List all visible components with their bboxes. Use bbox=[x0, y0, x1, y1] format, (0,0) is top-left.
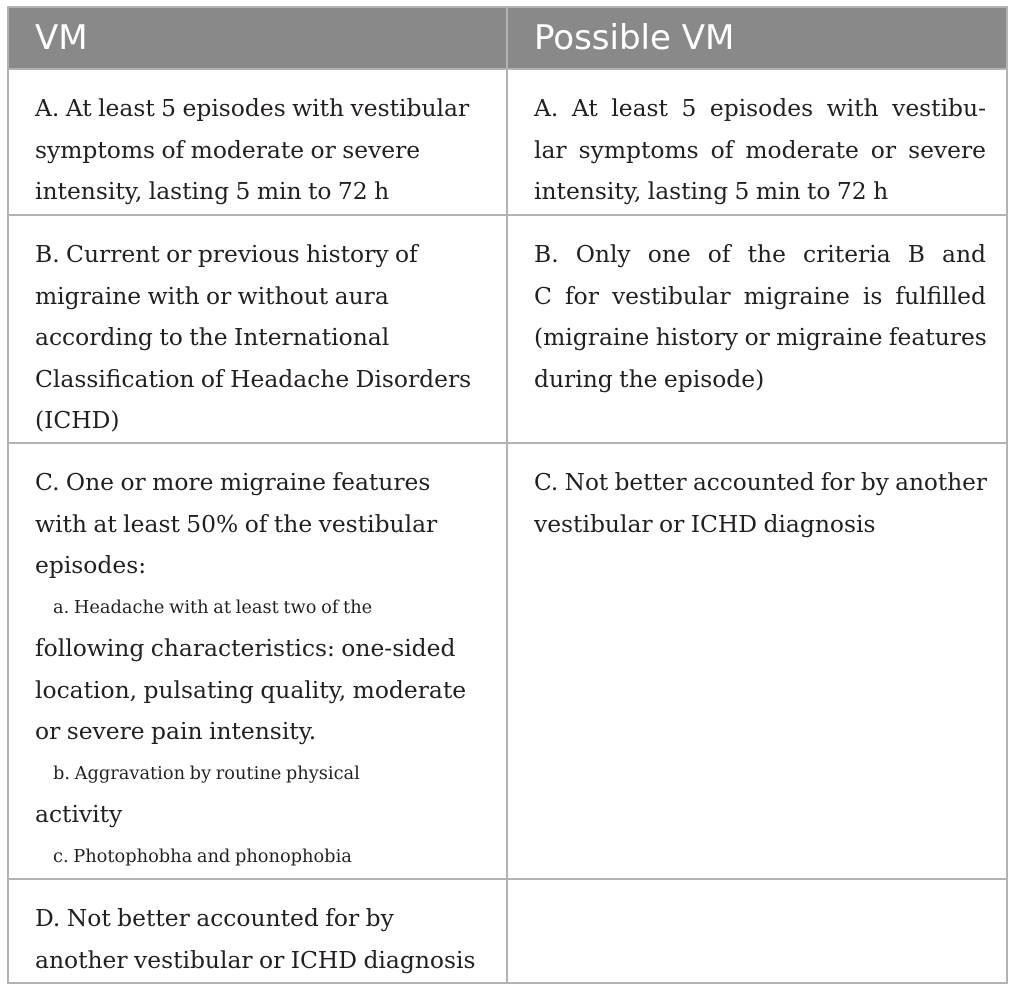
text-line: according to the International bbox=[35, 323, 390, 351]
text-line: intensity, lasting 5 min to 72 h bbox=[35, 177, 390, 205]
vm-criterion-b bbox=[8, 215, 507, 443]
text-line: A. At least 5 episodes with vestibu- bbox=[534, 94, 986, 122]
vm-criteria-table bbox=[7, 6, 1008, 984]
header-possible-vm: Possible VM bbox=[507, 7, 1007, 69]
sub-criterion-a-line: a. Headache with at least two of the bbox=[53, 596, 373, 618]
sub-criterion-a-line: following characteristics: one-sided bbox=[35, 634, 456, 662]
text-line: lar symptoms of moderate or severe bbox=[534, 135, 986, 164]
possible-vm-criterion-a bbox=[507, 69, 1007, 215]
text-line: C. Not better accounted for by another bbox=[534, 469, 987, 496]
possible-vm-empty-cell bbox=[507, 879, 1007, 983]
header-row bbox=[8, 7, 1007, 69]
text-line: B. Current or previous history of bbox=[35, 240, 418, 268]
sub-criterion-b-line: b. Aggravation by routine physical bbox=[53, 762, 360, 784]
text-line: A. At least 5 episodes with vestibular bbox=[35, 94, 470, 122]
vm-criterion-c bbox=[8, 443, 507, 879]
text-line: intensity, lasting 5 min to 72 h bbox=[534, 177, 889, 205]
possible-vm-criterion-c bbox=[507, 443, 1007, 879]
text-line: Classification of Headache Disorders bbox=[35, 364, 472, 393]
vm-criterion-d bbox=[8, 879, 507, 983]
text-line: (ICHD) bbox=[35, 406, 120, 434]
text-line: B. Only one of the criteria B and bbox=[534, 240, 986, 268]
sub-criterion-a-line: location, pulsating quality, moderate bbox=[35, 675, 467, 704]
table-row bbox=[8, 879, 1007, 983]
text-line: during the episode) bbox=[534, 364, 765, 393]
table-row bbox=[8, 215, 1007, 443]
text-line: vestibular or ICHD diagnosis bbox=[534, 509, 876, 538]
possible-vm-criterion-b bbox=[507, 215, 1007, 443]
header-vm: VM bbox=[8, 7, 507, 69]
sub-criterion-b-line: activity bbox=[35, 800, 123, 828]
table-row bbox=[8, 443, 1007, 879]
text-line: C. One or more migraine features bbox=[35, 468, 431, 496]
text-line: (migraine history or migraine features bbox=[534, 323, 987, 351]
sub-criterion-c-line: c. Photophobha and phonophobia bbox=[53, 845, 352, 867]
text-line: another vestibular or ICHD diagnosis bbox=[35, 945, 476, 974]
vm-criterion-a bbox=[8, 69, 507, 215]
sub-criterion-a-line: or severe pain intensity. bbox=[35, 717, 317, 745]
text-line: symptoms of moderate or severe bbox=[35, 135, 421, 164]
text-line: migraine with or without aura bbox=[35, 281, 389, 310]
table-row bbox=[8, 69, 1007, 215]
text-line: with at least 50% of the vestibular bbox=[35, 509, 438, 538]
text-line: D. Not better accounted for by bbox=[35, 904, 394, 932]
text-line: C for vestibular migraine is fulfilled bbox=[534, 281, 986, 310]
text-line: episodes: bbox=[35, 551, 147, 579]
